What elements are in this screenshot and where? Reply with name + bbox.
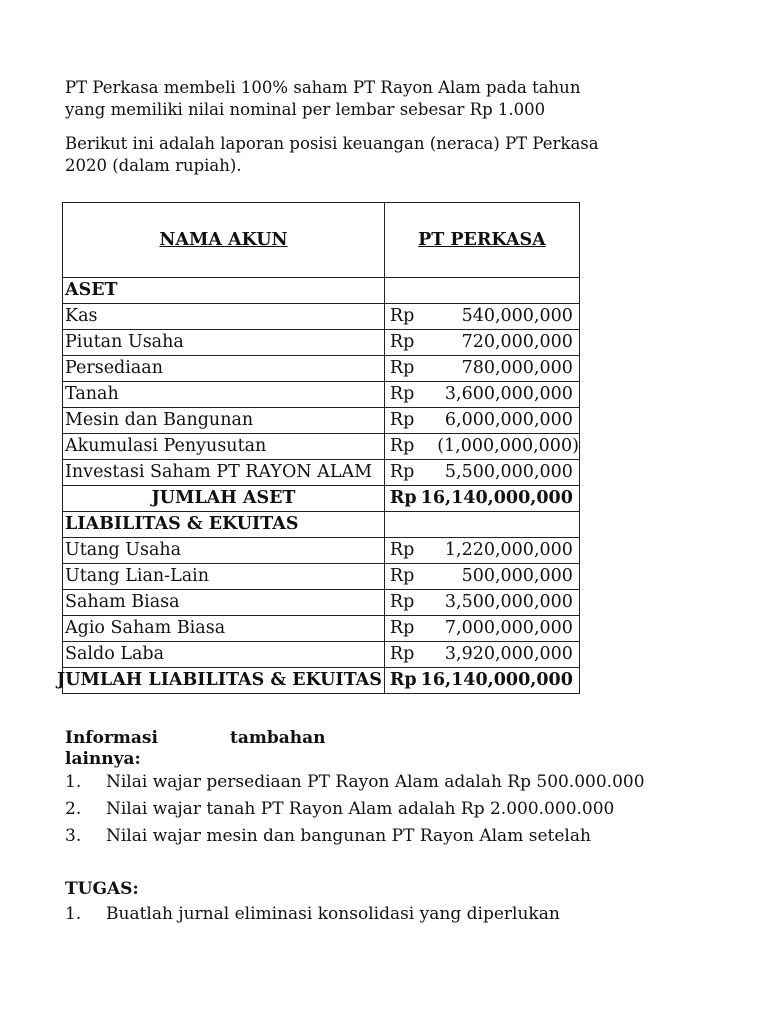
table-row: Agio Saham Biasa Rp 7,000,000,000: [63, 616, 580, 642]
section-label-assets: ASET: [63, 278, 385, 304]
table-row: Utang Usaha Rp 1,220,000,000: [63, 538, 580, 564]
info-title-line-2: lainnya:: [65, 749, 141, 769]
intro-line-1: PT Perkasa membeli 100% saham PT Rayon Alam pada tahun: [65, 78, 581, 97]
info-title-word-2: tambahan: [230, 728, 326, 748]
header-account: NAMA AKUN: [63, 203, 385, 278]
table-row: Persediaan Rp 780,000,000: [63, 356, 580, 382]
section-label-liabilities: LIABILITAS & EKUITAS: [63, 512, 385, 538]
intro-line-3: Berikut ini adalah laporan posisi keuangan (neraca) PT Perkasa: [65, 134, 599, 153]
balance-sheet-table: [57, 202, 580, 694]
table-row: Akumulasi Penyusutan Rp (1,000,000,000): [63, 434, 580, 460]
header-company: PT PERKASA: [384, 203, 579, 278]
total-row-assets: JUMLAH ASET Rp 16,140,000,000: [63, 486, 580, 512]
task-item-1: 1. Buatlah jurnal eliminasi konsolidasi yang diperlukan: [65, 904, 560, 924]
table-row: Utang Lian-Lain Rp 500,000,000: [63, 564, 580, 590]
table-row: Mesin dan Bangunan Rp 6,000,000,000: [63, 408, 580, 434]
tasks-title: TUGAS:: [65, 879, 139, 899]
table-row: Saldo Laba Rp 3,920,000,000: [63, 642, 580, 668]
info-item-1: 1. Nilai wajar persediaan PT Rayon Alam adalah Rp 500.000.000: [65, 772, 645, 792]
info-item-2: 2. Nilai wajar tanah PT Rayon Alam adalah Rp 2.000.000.000: [65, 799, 615, 819]
info-title-word-1: Informasi: [65, 728, 158, 748]
table-row: Piutan Usaha Rp 720,000,000: [63, 330, 580, 356]
intro-line-4: 2020 (dalam rupiah).: [65, 156, 242, 175]
info-item-3: 3. Nilai wajar mesin dan bangunan PT Rayon Alam setelah: [65, 826, 591, 846]
intro-line-2: yang memiliki nilai nominal per lembar sebesar Rp 1.000: [65, 100, 546, 119]
table-row: Investasi Saham PT RAYON ALAM Rp 5,500,000,000: [63, 460, 580, 486]
table-row: Tanah Rp 3,600,000,000: [63, 382, 580, 408]
total-row-liabilities: JUMLAH LIABILITAS & EKUITAS Rp 16,140,000,000: [63, 668, 580, 694]
section-row-assets: [63, 278, 580, 304]
table-row: Kas Rp 540,000,000: [63, 304, 580, 330]
table-header-row: [63, 203, 580, 278]
section-row-liabilities: [63, 512, 580, 538]
table-row: Saham Biasa Rp 3,500,000,000: [63, 590, 580, 616]
